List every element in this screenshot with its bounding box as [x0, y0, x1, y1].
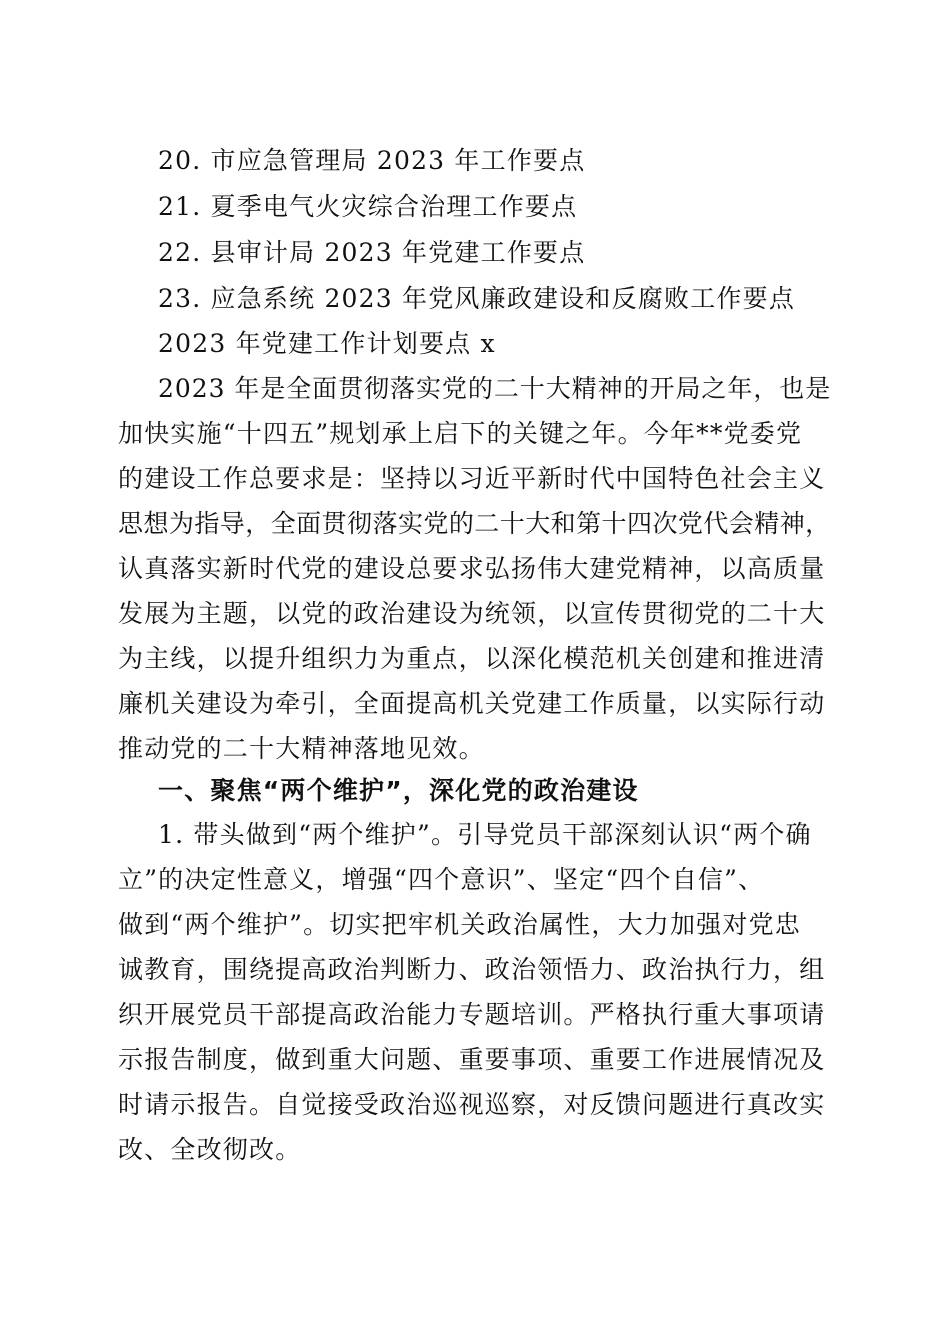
intro-line: 认真落实新时代党的建设总要求弘扬伟大建党精神，以高质量 — [118, 554, 826, 583]
section-line: 示报告制度，做到重大问题、重要事项、重要工作进展情况及 — [118, 1045, 826, 1074]
section-line: 改、全改彻改。 — [118, 1135, 302, 1164]
toc-item-23: 23. 应急系统 2023 年党风廉政建设和反腐败工作要点 — [158, 284, 796, 313]
intro-line: 推动党的二十大精神落地见效。 — [118, 734, 485, 763]
intro-line: 思想为指导，全面贯彻落实党的二十大和第十四次党代会精神， — [118, 509, 831, 538]
section-line: 1. 带头做到“两个维护”。引导党员干部深刻认识“两个确 — [158, 820, 812, 849]
intro-line: 加快实施“十四五”规划承上启下的关键之年。今年**党委党 — [118, 419, 803, 448]
intro-line: 2023 年是全面贯彻落实党的二十大精神的开局之年，也是 — [158, 374, 832, 403]
toc-item-20: 20. 市应急管理局 2023 年工作要点 — [158, 146, 586, 175]
document-title: 2023 年党建工作计划要点 x — [158, 329, 496, 358]
intro-line: 发展为主题，以党的政治建设为统领，以宣传贯彻党的二十大 — [118, 599, 826, 628]
toc-item-21: 21. 夏季电气火灾综合治理工作要点 — [158, 192, 578, 221]
intro-line: 为主线，以提升组织力为重点，以深化模范机关创建和推进清 — [118, 644, 826, 673]
section-line: 立”的决定性意义，增强“四个意识”、坚定“四个自信”、 — [118, 865, 765, 894]
section-line: 做到“两个维护”。切实把牢机关政治属性，大力加强对党忠 — [118, 910, 801, 939]
section-heading: 一、聚焦“两个维护”，深化党的政治建设 — [158, 776, 639, 805]
intro-line: 廉机关建设为牵引，全面提高机关党建工作质量，以实际行动 — [118, 689, 826, 718]
toc-item-22: 22. 县审计局 2023 年党建工作要点 — [158, 238, 586, 267]
section-line: 诚教育，围绕提高政治判断力、政治领悟力、政治执行力，组 — [118, 955, 826, 984]
intro-line: 的建设工作总要求是：坚持以习近平新时代中国特色社会主义 — [118, 464, 826, 493]
section-line: 时请示报告。自觉接受政治巡视巡察，对反馈问题进行真改实 — [118, 1090, 826, 1119]
section-line: 织开展党员干部提高政治能力专题培训。严格执行重大事项请 — [118, 1000, 826, 1029]
